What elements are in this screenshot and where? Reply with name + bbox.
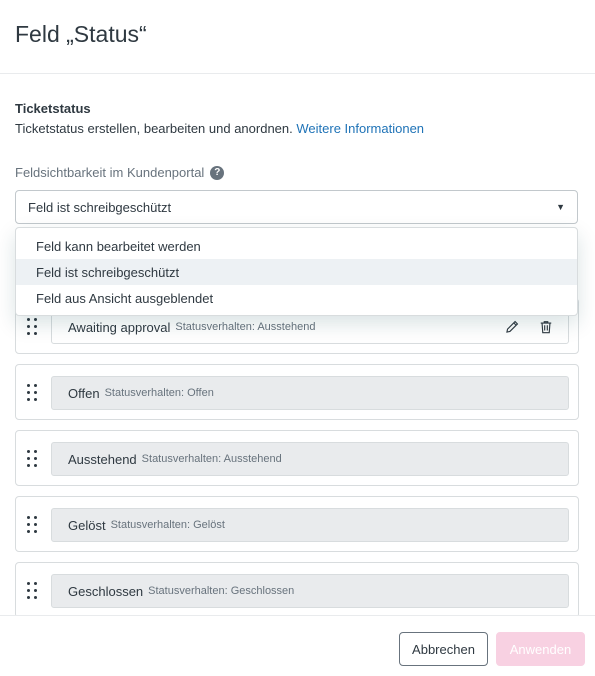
visibility-select[interactable] [15, 190, 578, 224]
section-description-text: Ticketstatus erstellen, bearbeiten und anordnen. [15, 121, 293, 136]
visibility-label [15, 165, 224, 180]
status-behavior: Statusverhalten: Geschlossen [148, 585, 295, 597]
more-info-link[interactable]: Weitere Informationen [296, 121, 425, 136]
apply-button[interactable]: Anwenden [496, 632, 585, 666]
status-card [15, 364, 579, 420]
dropdown-option-readonly[interactable]: Feld ist schreibgeschützt [16, 259, 577, 285]
visibility-select-value: Feld ist schreibgeschützt [28, 199, 172, 215]
status-field [51, 574, 569, 608]
modal-header [0, 0, 595, 74]
status-field [51, 376, 569, 410]
drag-handle-icon[interactable] [27, 318, 41, 336]
status-name: Gelöst [68, 517, 106, 533]
status-behavior: Statusverhalten: Ausstehend [141, 453, 282, 465]
drag-handle-icon[interactable] [27, 384, 41, 402]
status-name: Awaiting approval [68, 319, 171, 335]
status-card [15, 562, 579, 618]
status-name: Offen [68, 385, 100, 401]
page-title: Feld „Status“ [15, 21, 147, 47]
modal-footer [0, 615, 595, 676]
status-behavior: Statusverhalten: Gelöst [110, 519, 225, 531]
question-mark-icon[interactable]: ? [210, 166, 224, 180]
status-actions [504, 319, 554, 335]
dropdown-option-hidden[interactable]: Feld aus Ansicht ausgeblendet [36, 290, 214, 306]
pencil-icon[interactable] [504, 319, 520, 335]
status-behavior: Statusverhalten: Offen [104, 387, 214, 399]
status-name: Ausstehend [68, 451, 137, 467]
visibility-dropdown-menu [15, 227, 578, 316]
drag-handle-icon[interactable] [27, 582, 41, 600]
status-field [51, 508, 569, 542]
visibility-label-text: Feldsichtbarkeit im Kundenportal [15, 165, 205, 180]
drag-handle-icon[interactable] [27, 450, 41, 468]
status-behavior: Statusverhalten: Ausstehend [175, 321, 316, 333]
cancel-button[interactable]: Abbrechen [399, 632, 488, 666]
section-description [15, 121, 424, 136]
trash-icon[interactable] [538, 319, 554, 335]
status-name: Geschlossen [68, 583, 144, 599]
status-card [15, 496, 579, 552]
status-card [15, 430, 579, 486]
drag-handle-icon[interactable] [27, 516, 41, 534]
section-title: Ticketstatus [15, 101, 91, 116]
status-field [51, 442, 569, 476]
chevron-down-icon: ▼ [556, 202, 565, 212]
dropdown-option-editable[interactable]: Feld kann bearbeitet werden [36, 238, 201, 254]
